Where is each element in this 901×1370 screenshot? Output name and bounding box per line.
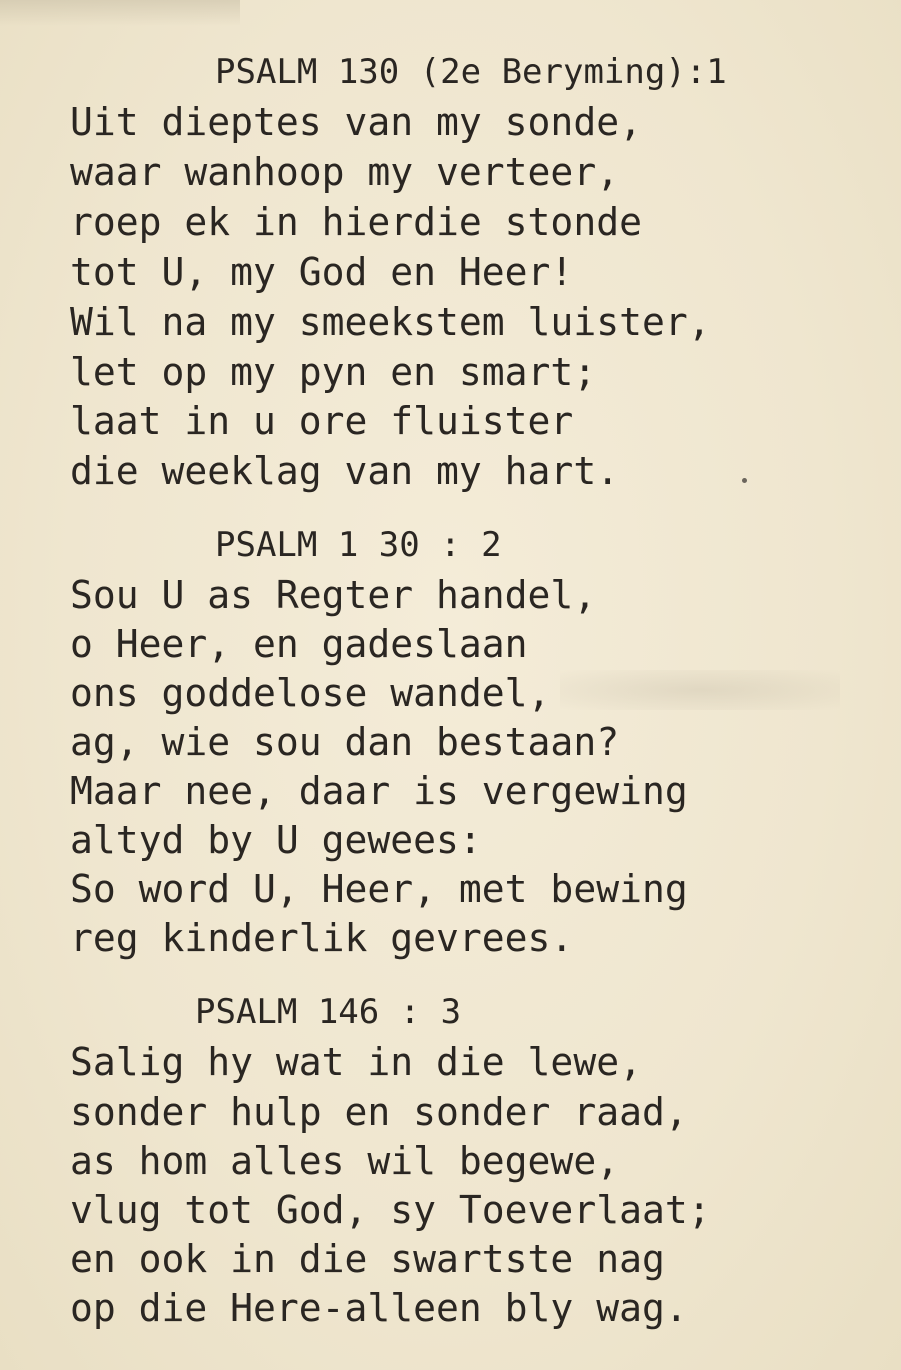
stanza-3-heading: PSALM 146 : 3 [195, 992, 462, 1032]
stanza-2-line-8: reg kinderlik gevrees. [70, 916, 574, 960]
stanza-2-line-5: Maar nee, daar is vergewing [70, 769, 688, 813]
paper-fold-shadow [0, 0, 240, 26]
stanza-1-line-6: let op my pyn en smart; [70, 350, 597, 394]
stanza-3-line-4: vlug tot God, sy Toeverlaat; [70, 1188, 711, 1232]
stanza-1-line-2: waar wanhoop my verteer, [70, 150, 620, 194]
stanza-2-line-6: altyd by U gewees: [70, 818, 482, 862]
stanza-2-line-2: o Heer, en gadeslaan [70, 622, 528, 666]
ink-dot [742, 478, 747, 483]
stanza-3-line-5: en ook in die swartste nag [70, 1237, 665, 1281]
stanza-1-line-3: roep ek in hierdie stonde [70, 200, 642, 244]
stanza-1-line-7: laat in u ore fluister [70, 399, 574, 443]
stanza-2-line-1: Sou U as Regter handel, [70, 573, 597, 617]
ink-smudge [560, 670, 840, 710]
stanza-1-line-4: tot U, my God en Heer! [70, 250, 574, 294]
stanza-3-line-3: as hom alles wil begewe, [70, 1139, 620, 1183]
stanza-1-line-1: Uit dieptes van my sonde, [70, 100, 642, 144]
stanza-3-line-2: sonder hulp en sonder raad, [70, 1090, 688, 1134]
stanza-1-line-8: die weeklag van my hart. [70, 449, 620, 493]
stanza-2-line-3: ons goddelose wandel, [70, 671, 551, 715]
stanza-2-line-7: So word U, Heer, met bewing [70, 867, 688, 911]
stanza-1-heading: PSALM 130 (2e Beryming):1 [215, 52, 727, 92]
stanza-2-heading: PSALM 1 30 : 2 [215, 525, 502, 565]
stanza-2-line-4: ag, wie sou dan bestaan? [70, 720, 620, 764]
stanza-3-line-6: op die Here-alleen bly wag. [70, 1286, 688, 1330]
stanza-1-line-5: Wil na my smeekstem luister, [70, 300, 711, 344]
stanza-3-line-1: Salig hy wat in die lewe, [70, 1040, 642, 1084]
